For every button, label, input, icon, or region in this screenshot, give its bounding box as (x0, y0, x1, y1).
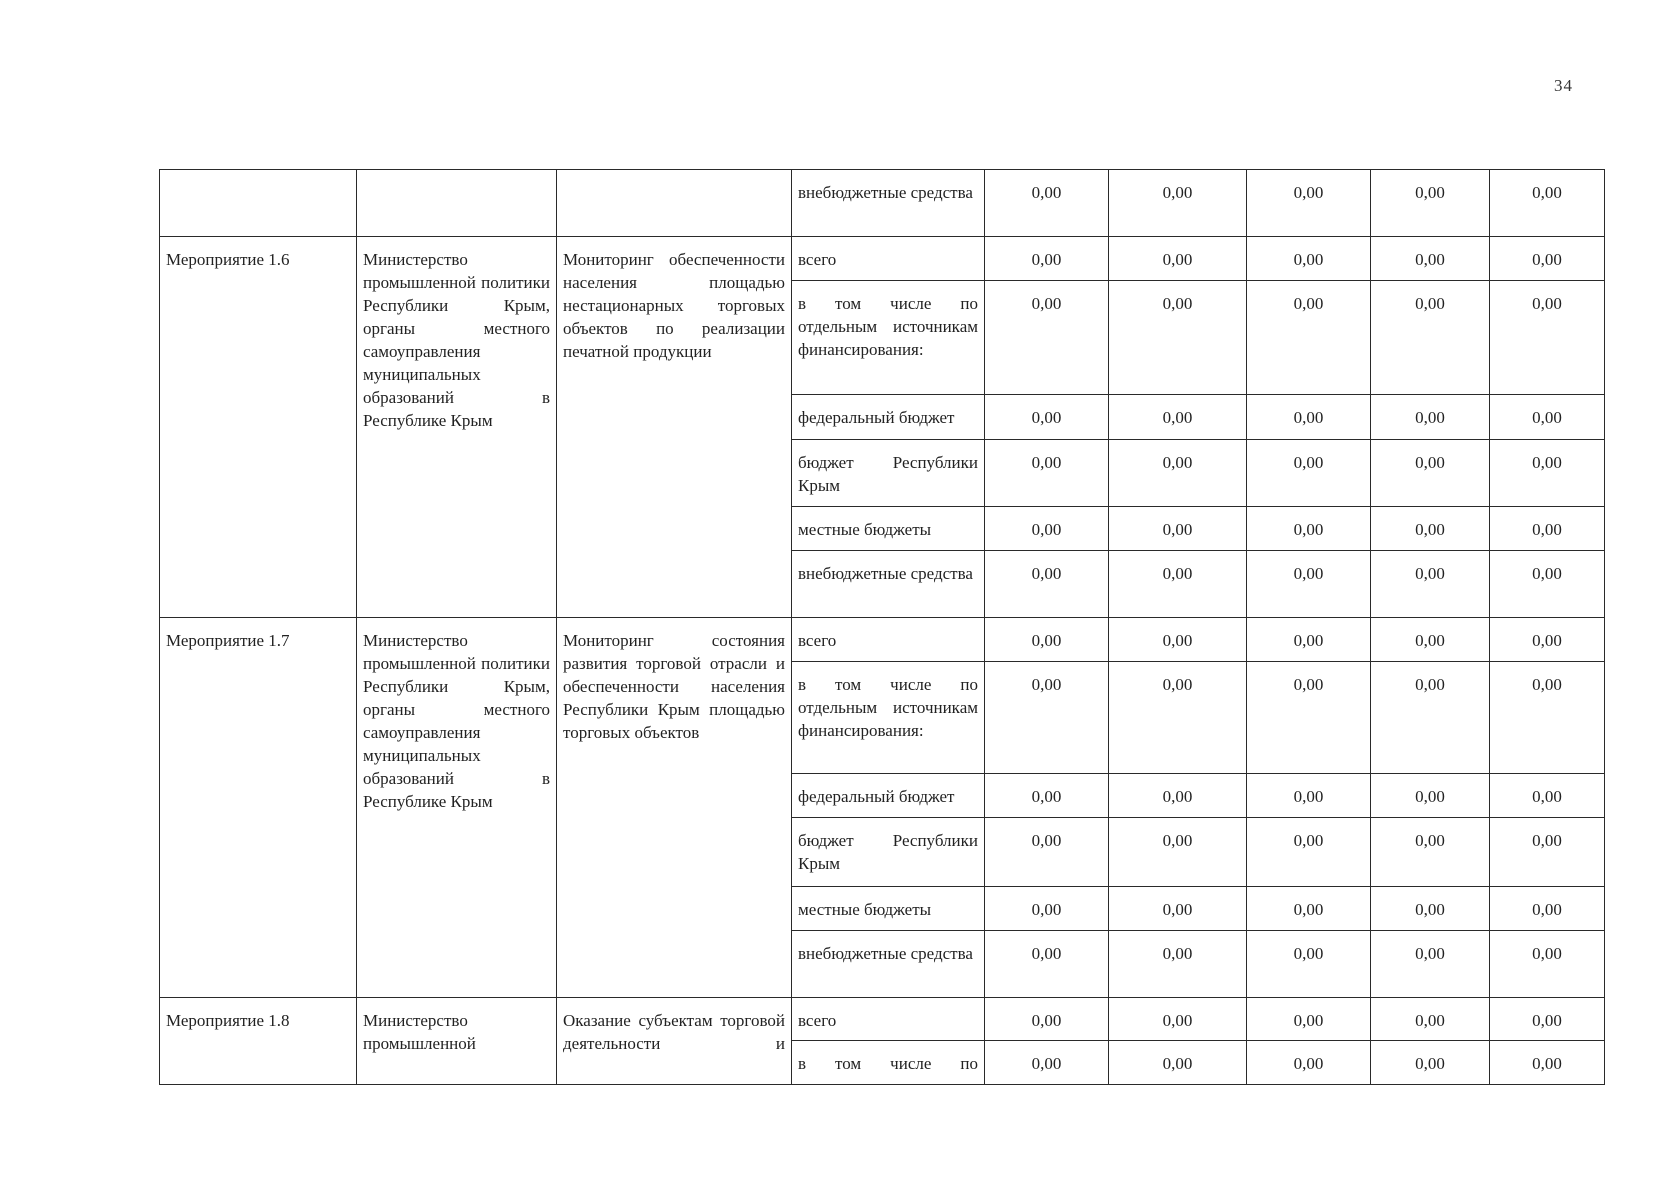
value-cell: 0,00 (1247, 395, 1371, 439)
source-cell: в том числе по отдельным источникам финансирования: (792, 662, 985, 774)
value-cell: 0,00 (1109, 774, 1247, 818)
value-cell: 0,00 (985, 662, 1109, 774)
value-cell: 0,00 (985, 617, 1109, 661)
source-cell: в том числе по отдельным источникам финансирования: (792, 281, 985, 395)
value-cell: 0,00 (985, 281, 1109, 395)
value-cell: 0,00 (1490, 997, 1605, 1040)
value-cell: 0,00 (1490, 1040, 1605, 1084)
value-cell: 0,00 (985, 774, 1109, 818)
table-row (160, 997, 1605, 1040)
value-cell: 0,00 (985, 237, 1109, 281)
value-cell: 0,00 (1109, 439, 1247, 506)
executor-cell: Министерство промышленной политики Республики Крым, органы местного самоуправления муниципальных образований в Республике Крым (357, 237, 557, 618)
value-cell: 0,00 (1109, 617, 1247, 661)
value-cell: 0,00 (1109, 886, 1247, 930)
source-cell: всего (792, 997, 985, 1040)
source-cell: всего (792, 237, 985, 281)
source-cell: федеральный бюджет (792, 395, 985, 439)
value-cell: 0,00 (985, 1040, 1109, 1084)
value-cell: 0,00 (1247, 506, 1371, 550)
value-cell: 0,00 (1109, 395, 1247, 439)
value-cell: 0,00 (1109, 997, 1247, 1040)
event-name-cell: Мероприятие 1.6 (160, 237, 357, 618)
value-cell: 0,00 (1371, 886, 1490, 930)
value-cell: 0,00 (1247, 818, 1371, 886)
page-number: 34 (1554, 76, 1573, 95)
value-cell: 0,00 (1109, 237, 1247, 281)
value-cell: 0,00 (1490, 774, 1605, 818)
budget-table (159, 169, 1605, 1085)
value-cell: 0,00 (1490, 506, 1605, 550)
source-cell: местные бюджеты (792, 506, 985, 550)
source-cell: внебюджетные средства (792, 930, 985, 997)
value-cell: 0,00 (1247, 997, 1371, 1040)
value-cell: 0,00 (1490, 439, 1605, 506)
value-cell: 0,00 (1371, 662, 1490, 774)
value-cell: 0,00 (1490, 395, 1605, 439)
description-cell: Мониторинг обеспеченности населения площадью нестационарных торговых объектов по реализации печатной продукции (557, 237, 792, 618)
event-name-cell: Мероприятие 1.8 (160, 997, 357, 1084)
value-cell: 0,00 (1371, 1040, 1490, 1084)
value-cell: 0,00 (985, 439, 1109, 506)
value-cell: 0,00 (1109, 281, 1247, 395)
value-cell: 0,00 (985, 930, 1109, 997)
value-cell: 0,00 (1371, 237, 1490, 281)
value-cell: 0,00 (1109, 170, 1247, 237)
table-row (160, 617, 1605, 661)
table-body (160, 170, 1605, 1085)
value-cell: 0,00 (1490, 550, 1605, 617)
value-cell: 0,00 (985, 886, 1109, 930)
value-cell: 0,00 (1247, 170, 1371, 237)
executor-cell: Министерство промышленной (357, 997, 557, 1084)
value-cell: 0,00 (1490, 818, 1605, 886)
value-cell: 0,00 (985, 997, 1109, 1040)
value-cell: 0,00 (985, 550, 1109, 617)
value-cell: 0,00 (1490, 281, 1605, 395)
event-name-cell: Мероприятие 1.7 (160, 617, 357, 997)
value-cell: 0,00 (1247, 281, 1371, 395)
value-cell: 0,00 (1490, 662, 1605, 774)
value-cell: 0,00 (1109, 662, 1247, 774)
value-cell: 0,00 (1371, 395, 1490, 439)
source-cell: бюджет Республики Крым (792, 818, 985, 886)
value-cell: 0,00 (1109, 930, 1247, 997)
source-cell: всего (792, 617, 985, 661)
source-cell: внебюджетные средства (792, 170, 985, 237)
value-cell: 0,00 (1490, 237, 1605, 281)
value-cell: 0,00 (1247, 237, 1371, 281)
value-cell: 0,00 (1371, 930, 1490, 997)
value-cell: 0,00 (1371, 550, 1490, 617)
value-cell: 0,00 (1247, 550, 1371, 617)
value-cell: 0,00 (1247, 1040, 1371, 1084)
source-cell: местные бюджеты (792, 886, 985, 930)
description-cell: Мониторинг состояния развития торговой отрасли и обеспеченности населения Республики Крым площадью торговых объектов (557, 617, 792, 997)
table-row (160, 237, 1605, 281)
value-cell: 0,00 (1371, 506, 1490, 550)
value-cell: 0,00 (1371, 281, 1490, 395)
executor-cell (357, 170, 557, 237)
value-cell: 0,00 (1371, 774, 1490, 818)
value-cell: 0,00 (1371, 170, 1490, 237)
value-cell: 0,00 (1371, 818, 1490, 886)
value-cell: 0,00 (1490, 170, 1605, 237)
description-cell (557, 170, 792, 237)
source-cell: бюджет Республики Крым (792, 439, 985, 506)
value-cell: 0,00 (1247, 930, 1371, 997)
value-cell: 0,00 (1247, 886, 1371, 930)
value-cell: 0,00 (985, 170, 1109, 237)
source-cell: внебюджетные средства (792, 550, 985, 617)
value-cell: 0,00 (1109, 506, 1247, 550)
source-cell: в том числе по (792, 1040, 985, 1084)
table-row (160, 170, 1605, 237)
value-cell: 0,00 (1247, 617, 1371, 661)
value-cell: 0,00 (1247, 439, 1371, 506)
value-cell: 0,00 (1490, 930, 1605, 997)
value-cell: 0,00 (985, 506, 1109, 550)
value-cell: 0,00 (1247, 774, 1371, 818)
value-cell: 0,00 (1109, 550, 1247, 617)
source-cell: федеральный бюджет (792, 774, 985, 818)
value-cell: 0,00 (1371, 997, 1490, 1040)
event-cell (160, 170, 357, 237)
description-cell: Оказание субъектам торговой деятельности и (557, 997, 792, 1084)
value-cell: 0,00 (985, 818, 1109, 886)
value-cell: 0,00 (1109, 1040, 1247, 1084)
value-cell: 0,00 (1371, 439, 1490, 506)
value-cell: 0,00 (985, 395, 1109, 439)
executor-cell: Министерство промышленной политики Республики Крым, органы местного самоуправления муниципальных образований в Республике Крым (357, 617, 557, 997)
value-cell: 0,00 (1490, 617, 1605, 661)
value-cell: 0,00 (1109, 818, 1247, 886)
value-cell: 0,00 (1490, 886, 1605, 930)
value-cell: 0,00 (1247, 662, 1371, 774)
value-cell: 0,00 (1371, 617, 1490, 661)
